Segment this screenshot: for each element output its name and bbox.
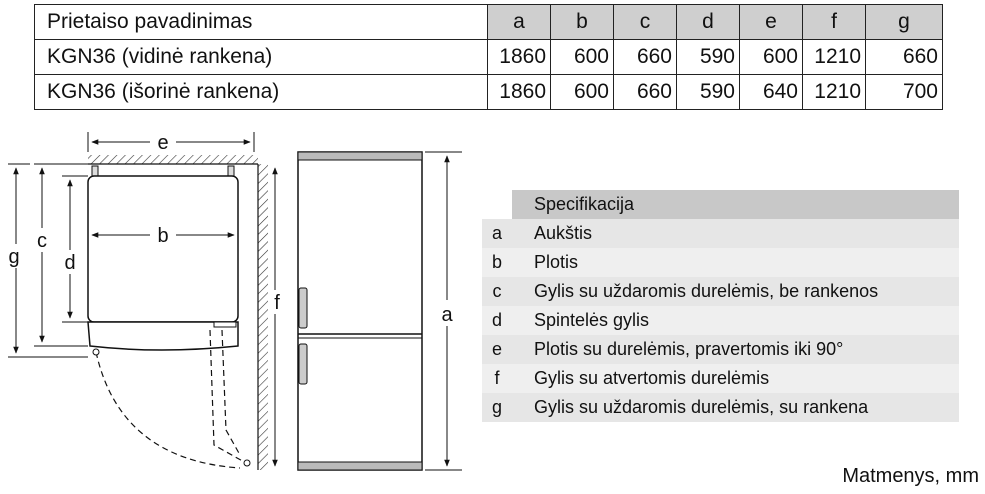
units-note: Matmenys, mm <box>842 465 979 487</box>
specification-legend <box>482 190 959 422</box>
door-open-point <box>244 460 250 466</box>
value-cell-a: 1860 <box>488 75 551 110</box>
spec-text: Gylis su uždaromis durelėmis, su rankena <box>512 393 959 422</box>
dim-label-e: e <box>157 132 169 154</box>
list-item <box>482 306 959 335</box>
list-item <box>482 393 959 422</box>
spec-text: Plotis su durelėmis, pravertomis iki 90° <box>512 335 959 364</box>
spec-text: Gylis su uždaromis durelėmis, be rankenos <box>512 277 959 306</box>
value-cell-b: 600 <box>551 75 614 110</box>
value-cell-a: 1860 <box>488 40 551 75</box>
dim-label-g: g <box>8 246 20 268</box>
spec-key: d <box>482 306 512 335</box>
device-name-cell: KGN36 (išorinė rankena) <box>35 75 488 110</box>
value-cell-c: 660 <box>614 40 677 75</box>
spec-text: Spintelės gylis <box>512 306 959 335</box>
dim-label-f: f <box>274 292 280 314</box>
spacer-right <box>228 166 234 176</box>
device-name-cell: KGN36 (vidinė rankena) <box>35 40 488 75</box>
spec-key: f <box>482 364 512 393</box>
fridge-front-view <box>298 152 422 470</box>
value-cell-g: 700 <box>866 75 943 110</box>
hinge-point <box>93 349 99 355</box>
value-cell-d: 590 <box>677 75 740 110</box>
list-item <box>482 277 959 306</box>
value-cell-e: 600 <box>740 40 803 75</box>
column-header-a: a <box>488 5 551 40</box>
value-cell-b: 600 <box>551 40 614 75</box>
dim-label-b: b <box>157 225 169 247</box>
spec-key: e <box>482 335 512 364</box>
dim-label-d: d <box>64 252 76 274</box>
column-header-b: b <box>551 5 614 40</box>
value-cell-g: 660 <box>866 40 943 75</box>
cabinet-top-view <box>88 176 238 322</box>
spec-key: c <box>482 277 512 306</box>
door-swing-arc <box>96 352 240 468</box>
door-open-outline-2 <box>222 330 240 455</box>
specification-rows <box>482 219 959 422</box>
spec-text: Aukštis <box>512 219 959 248</box>
spec-text: Plotis <box>512 248 959 277</box>
side-wall-hatch <box>258 164 268 470</box>
spec-key: a <box>482 219 512 248</box>
lower-door-handle <box>299 344 307 384</box>
value-cell-c: 660 <box>614 75 677 110</box>
upper-door-handle <box>299 288 307 328</box>
value-cell-d: 590 <box>677 40 740 75</box>
spacer-left <box>92 166 98 176</box>
device-name-header: Prietaiso pavadinimas <box>35 5 488 40</box>
column-header-d: d <box>677 5 740 40</box>
spec-key: b <box>482 248 512 277</box>
inner-handle <box>214 322 236 327</box>
spec-text: Gylis su atvertomis durelėmis <box>512 364 959 393</box>
column-header-f: f <box>803 5 866 40</box>
door-open-outline-1 <box>210 330 246 463</box>
dim-label-c: c <box>37 230 47 252</box>
list-item <box>482 248 959 277</box>
column-header-c: c <box>614 5 677 40</box>
column-header-g: g <box>866 5 943 40</box>
specification-title: Specifikacija <box>512 190 959 219</box>
dim-label-a: a <box>441 304 453 326</box>
spec-key: g <box>482 393 512 422</box>
list-item <box>482 335 959 364</box>
list-item <box>482 219 959 248</box>
top-wall-hatch <box>88 155 258 164</box>
fridge-base-panel <box>298 462 422 470</box>
list-item <box>482 364 959 393</box>
fridge-top-panel <box>298 152 422 160</box>
value-cell-e: 640 <box>740 75 803 110</box>
value-cell-f: 1210 <box>803 40 866 75</box>
value-cell-f: 1210 <box>803 75 866 110</box>
column-header-e: e <box>740 5 803 40</box>
